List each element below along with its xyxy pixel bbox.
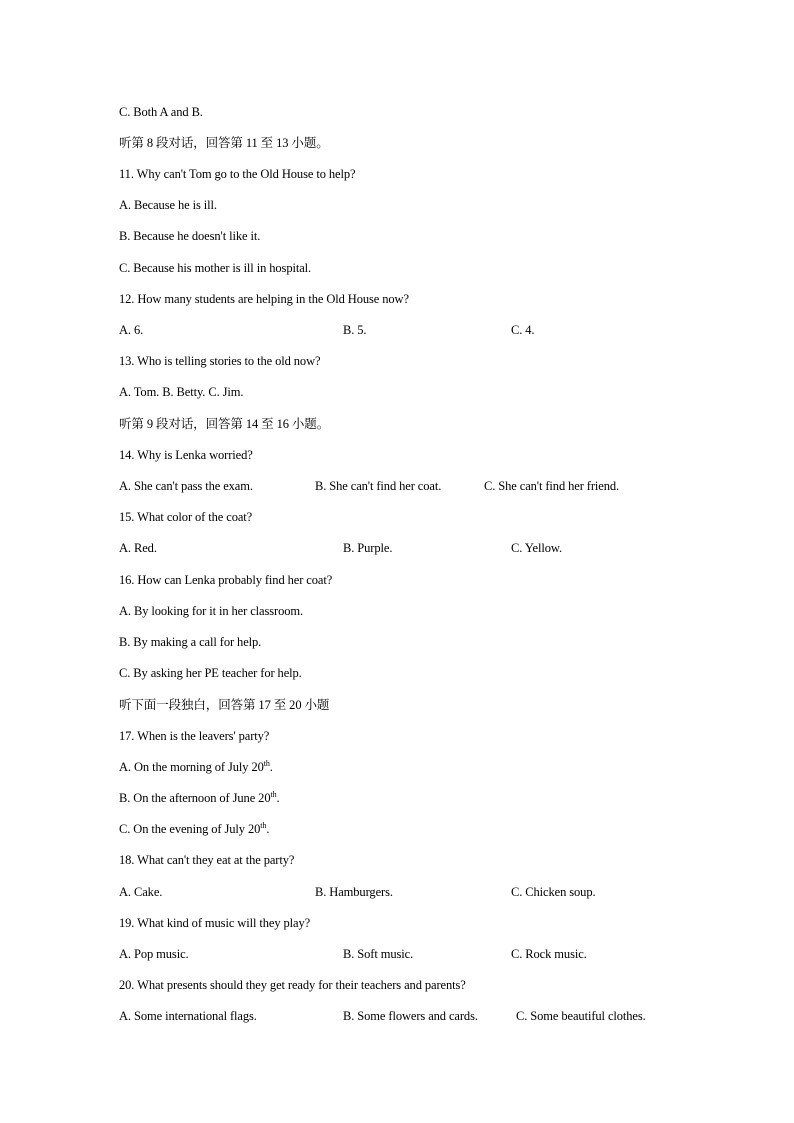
question-17-option-b — [119, 790, 280, 806]
question-18-option-c: C. Chicken soup. — [511, 885, 596, 899]
question-16: 16. How can Lenka probably find her coat? — [119, 573, 333, 587]
option-text: B. On the afternoon of June 20 — [119, 791, 271, 805]
question-12-option-c: C. 4. — [511, 323, 535, 337]
question-18: 18. What can't they eat at the party? — [119, 853, 295, 867]
period: . — [276, 791, 280, 805]
section-heading-monologue: 听下面一段独白，回答第 17 至 20 小题 — [119, 698, 330, 712]
option-text: C. On the evening of July 20 — [119, 822, 261, 836]
option-text: A. On the morning of July 20 — [119, 760, 264, 774]
question-16-option-c: C. By asking her PE teacher for help. — [119, 666, 302, 680]
question-14-option-b: B. She can't find her coat. — [315, 479, 442, 493]
question-14: 14. Why is Lenka worried? — [119, 448, 253, 462]
question-14-option-c: C. She can't find her friend. — [484, 479, 620, 493]
question-15: 15. What color of the coat? — [119, 510, 253, 524]
question-20-option-b: B. Some flowers and cards. — [343, 1009, 478, 1023]
question-11-option-b: B. Because he doesn't like it. — [119, 229, 261, 243]
section-heading-9: 听第 9 段对话，回答第 14 至 16 小题。 — [119, 417, 330, 431]
question-19-option-c: C. Rock music. — [511, 947, 587, 961]
question-20-option-a: A. Some international flags. — [119, 1009, 257, 1023]
question-11-option-c: C. Because his mother is ill in hospital. — [119, 261, 312, 275]
question-12-option-b: B. 5. — [343, 323, 367, 337]
ordinal-suffix: th — [260, 821, 267, 830]
ordinal-suffix: th — [270, 790, 277, 799]
question-12: 12. How many students are helping in the Old House now? — [119, 292, 409, 306]
question-17: 17. When is the leavers' party? — [119, 729, 270, 743]
question-19-option-a: A. Pop music. — [119, 947, 189, 961]
question-12-option-a: A. 6. — [119, 323, 144, 337]
option-c-q10: C. Both A and B. — [119, 105, 203, 119]
question-18-option-b: B. Hamburgers. — [315, 885, 393, 899]
question-15-option-a: A. Red. — [119, 541, 157, 555]
question-16-option-a: A. By looking for it in her classroom. — [119, 604, 304, 618]
question-11-option-a: A. Because he is ill. — [119, 198, 217, 212]
period: . — [266, 822, 270, 836]
period: . — [269, 760, 273, 774]
question-11: 11. Why can't Tom go to the Old House to help? — [119, 167, 356, 181]
question-19: 19. What kind of music will they play? — [119, 916, 311, 930]
question-17-option-a — [119, 759, 273, 775]
ordinal-suffix: th — [263, 759, 270, 768]
section-heading-8: 听第 8 段对话，回答第 11 至 13 小题。 — [119, 136, 329, 150]
question-20: 20. What presents should they get ready for their teachers and parents? — [119, 978, 466, 992]
question-18-option-a: A. Cake. — [119, 885, 163, 899]
question-19-option-b: B. Soft music. — [343, 947, 414, 961]
question-13-options: A. Tom. B. Betty. C. Jim. — [119, 385, 244, 399]
question-20-option-c: C. Some beautiful clothes. — [516, 1009, 646, 1023]
question-15-option-b: B. Purple. — [343, 541, 393, 555]
question-15-option-c: C. Yellow. — [511, 541, 562, 555]
question-14-option-a: A. She can't pass the exam. — [119, 479, 253, 493]
question-16-option-b: B. By making a call for help. — [119, 635, 262, 649]
question-17-option-c — [119, 821, 269, 837]
question-13: 13. Who is telling stories to the old now? — [119, 354, 321, 368]
